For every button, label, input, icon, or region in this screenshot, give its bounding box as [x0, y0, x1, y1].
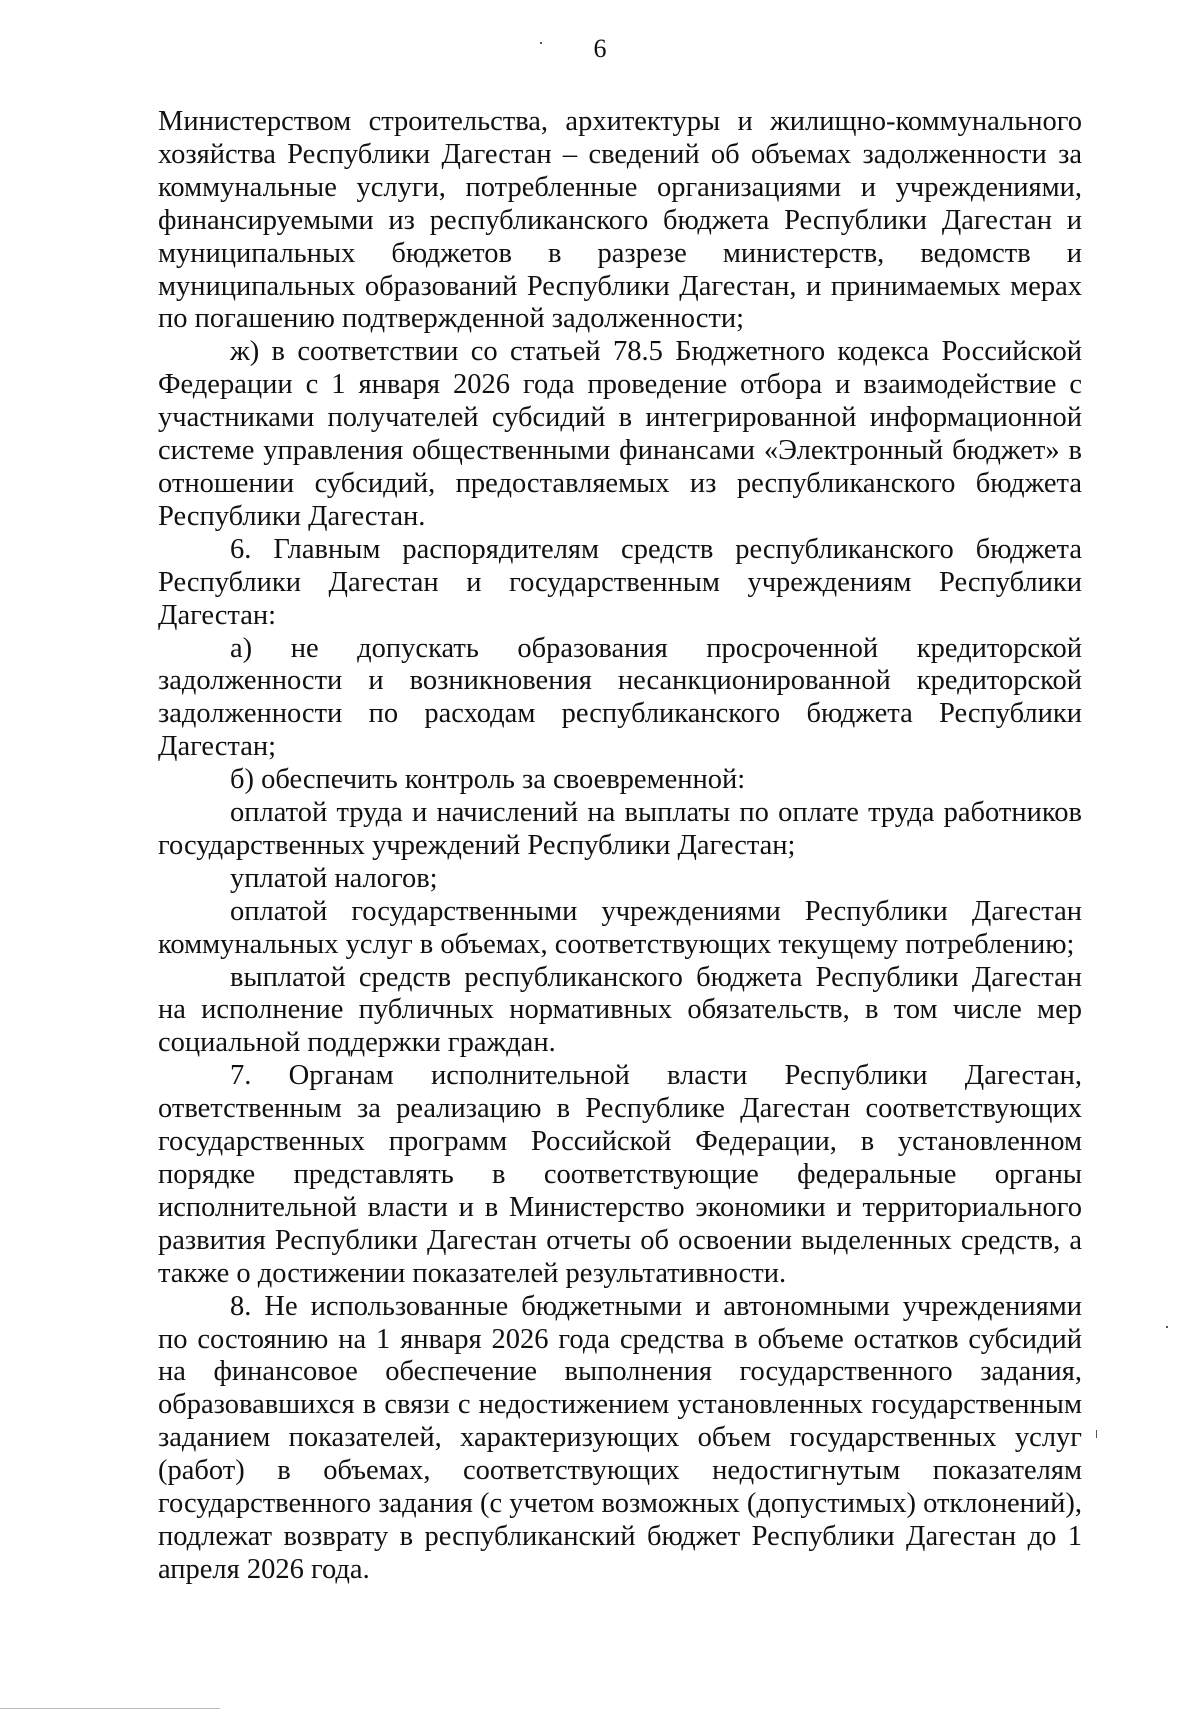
scan-speck: [540, 42, 542, 44]
paragraph-labor-payment: оплатой труда и начислений на выплаты по оплате труда работников государственных учреждений Республики Дагестан;: [158, 797, 1082, 861]
paragraph-public-obligations: выплатой средств республиканского бюджета Республики Дагестан на исполнение публичных нормативных обязательств, в том числе мер социальной поддержки граждан.: [158, 961, 1082, 1059]
paragraph-section-7: 7. Органам исполнительной власти Республики Дагестан, ответственным за реализацию в Республике Дагестан соответствующих государственных программ Российской Федерации, в установленном порядке представлять в соответствующие федеральные органы исполнительной власти и в Министерство экономики и территориального развития Республики Дагестан отчеты об освоении выделенных средств, а также о достижении показателей результативности.: [158, 1060, 1082, 1289]
paragraph-item-b: б) обеспечить контроль за своевременной:: [230, 764, 746, 796]
scan-speck: [1096, 1430, 1097, 1438]
paragraph-item-zh: ж) в соответствии со статьей 78.5 Бюджетного кодекса Российской Федерации с 1 января 2026 года проведение отбора и взаимодействие с участниками получателей субсидий в интегрированной информационной системе управления общественными финансами «Электронный бюджет» в отношении субсидий, предоставляемых из республиканского бюджета Республики Дагестан.: [158, 336, 1082, 532]
paragraph-item-a: а) не допускать образования просроченной кредиторской задолженности и возникновения несанкционированной кредиторской задолженности по расходам республиканского бюджета Республики Дагестан;: [158, 632, 1082, 763]
paragraph-continuation: Министерством строительства, архитектуры и жилищно-коммунального хозяйства Республики Дагестан – сведений об объемах задолженности за коммунальные услуги, потребленные организациями и учреждениями, финансируемыми из республиканского бюджета Республики Дагестан и муниципальных бюджетов в разрезе министерств, ведомств и муниципальных образований Республики Дагестан, и принимаемых мерах по погашению подтвержденной задолженности;: [158, 106, 1082, 335]
scan-speck: [1166, 1326, 1168, 1328]
paragraph-utilities: оплатой государственными учреждениями Республики Дагестан коммунальных услуг в объемах, соответствующих текущему потреблению;: [158, 895, 1082, 960]
scan-edge-line: [0, 1708, 220, 1709]
page-number: 6: [593, 34, 607, 63]
paragraph-section-8: 8. Не использованные бюджетными и автономными учреждениями по состоянию на 1 января 2026 года средства в объеме остатков субсидий на финансовое обеспечение выполнения государственного задания, образовавшихся в связи с недостижением установленных государственным заданием показателей, характеризующих объем государственных услуг (работ) в объемах, соответствующих недостигнутым показателям государственного задания (с учетом возможных (допустимых) отклонений), подлежат возврату в республиканский бюджет Республики Дагестан до 1 апреля 2026 года.: [158, 1290, 1082, 1585]
paragraph-taxes: уплатой налогов;: [230, 862, 438, 894]
paragraph-section-6: 6. Главным распорядителям средств республиканского бюджета Республики Дагестан и государственным учреждениям Республики Дагестан:: [158, 533, 1082, 631]
document-body: [158, 106, 1082, 1587]
